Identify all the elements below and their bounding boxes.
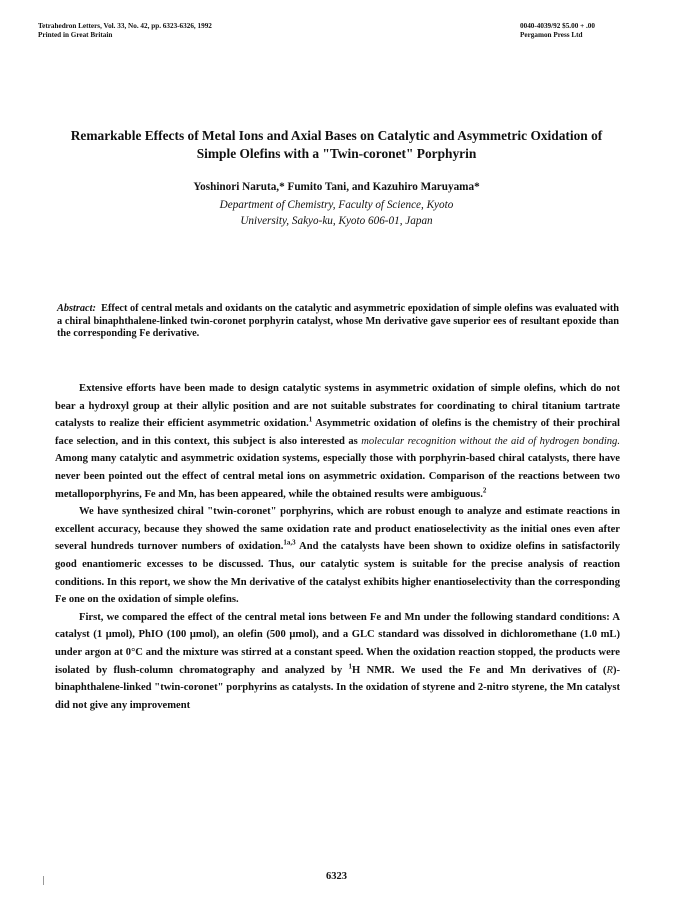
p3-text-a: First, we compared the effect of the central metal ions between Fe and Mn under the following standard conditions: A catalyst (1 μmol), PhIO (100 μmol), an olefin (500 μmol), and a GLC standard was dissolved in dichloromethane (1.0 mL) under argon at 0°C and the mixture was stirred at a constant speed. When the oxidation reaction stopped, the products were isolated by flush-column chromatography and analyzed by (55, 611, 620, 676)
page-number: 6323 (326, 871, 347, 882)
p1-text-c: Among many catalytic and asymmetric oxidation systems, especially those with porphyrin-based chiral catalysts, there have never been pointed out the effect of central metal ions on asymmetric oxidation. Comparison of the reactions between two metalloporphyrins, Fe and Mn, has been appeared, while the obtained results were ambiguous. (55, 453, 620, 500)
p1-text-b: Asymmetric oxidation of olefins is the chemistry of their prochiral face selection, and in this context, this subject is also interested as (55, 418, 620, 447)
affiliation-line-2: University, Sakyo-ku, Kyoto 606-01, Japan (240, 215, 433, 227)
stereo-descriptor: R (606, 664, 613, 676)
isotope-superscript: 1 (348, 661, 353, 670)
issn-price: 0040-4039/92 $5.00 + .00 (520, 22, 595, 30)
p2-text-b: And the catalysts have been shown to oxidize olefins in satisfactorily good enantiomeric excesses to be discussed. Thus, our catalytic system is suitable for the precise analysis of reaction conditions. In this report, we show the Mn derivative of the catalyst exhibits higher enantioselectivity than the corresponding Fe one on the oxidation of simple olefins. (55, 541, 620, 606)
citation-ref: 2 (482, 486, 487, 495)
abstract (57, 303, 619, 341)
p1-italic-phrase: molecular recognition without the aid of hydrogen bonding. (361, 435, 620, 447)
publisher-name: Pergamon Press Ltd (520, 31, 583, 39)
journal-citation: Tetrahedron Letters, Vol. 33, No. 42, pp. 6323-6326, 1992 (38, 22, 212, 30)
author-list: Yoshinori Naruta,* Fumito Tani, and Kazuhiro Maruyama* (193, 181, 480, 193)
paragraph-2 (55, 503, 620, 609)
journal-header (38, 22, 298, 40)
citation-ref: 1a,3 (283, 538, 296, 547)
citation-ref: 1 (308, 415, 313, 424)
abstract-label: Abstract: (57, 303, 96, 314)
affiliation-line-1: Department of Chemistry, Faculty of Science, Kyoto (219, 199, 454, 211)
abstract-text: Effect of central metals and oxidants on the catalytic and asymmetric epoxidation of simple olefins was evaluated with a chiral binaphthalene-linked twin-coronet porphyrin catalyst, whose Mn derivative gave superior ees of resultant epoxide than the corresponding Fe derivative. (57, 303, 619, 340)
p2-text-a: We have synthesized chiral "twin-coronet" porphyrins, which are robust enough to analyze and estimate reactions in excellent accuracy, because they showed the same oxidation rate and product enatioselectivity as the initial ones even after several hundreds turnover numbers of oxidation. (55, 506, 620, 553)
p1-text-a: Extensive efforts have been made to design catalytic systems in asymmetric oxidation of simple olefins, which do not bear a hydroxyl group at their allylic position and are not suitable substrates for coordinating to chiral titanium tartrate catalysts to realize their efficient asymmetric oxidation. (55, 383, 620, 430)
paragraph-3 (55, 609, 620, 715)
paper-title: Remarkable Effects of Metal Ions and Axial Bases on Catalytic and Asymmetric Oxidation of Simple Olefins with a "Twin-coronet" Porphyrin (70, 128, 603, 161)
paragraph-1 (55, 380, 620, 503)
publisher-header (520, 22, 660, 40)
body-text (55, 380, 620, 714)
printed-in-line: Printed in Great Britain (38, 31, 113, 39)
p3-text-b: H NMR. We used the Fe and Mn derivatives of ( (352, 664, 607, 676)
affiliation (60, 197, 613, 229)
p3-text-c: )-binaphthalene-linked "twin-coronet" porphyrins as catalysts. In the oxidation of styrene and 2-nitro styrene, the Mn catalyst did not give any improvement (55, 664, 620, 711)
